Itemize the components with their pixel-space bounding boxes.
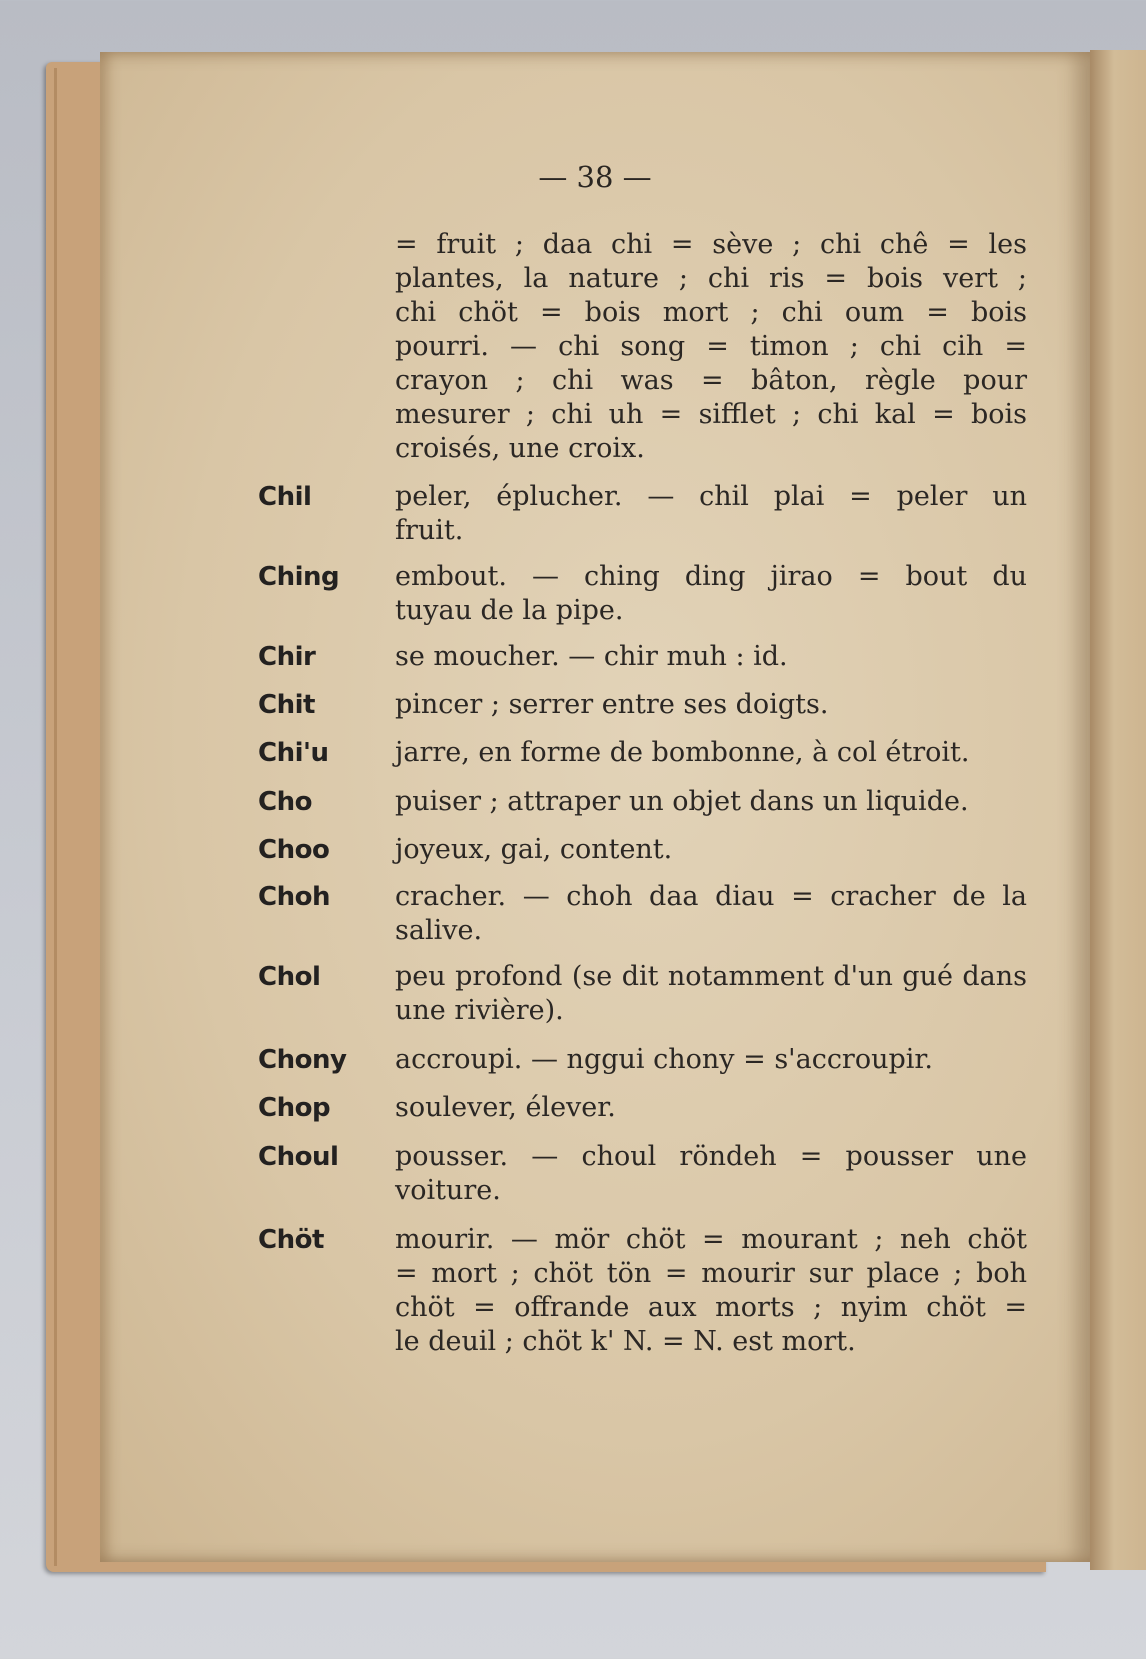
definition-line: peler, éplucher. — chil plai = peler un [395, 481, 1027, 512]
definition-line: mourir. — mör chöt = mourant ; neh chöt [395, 1224, 1027, 1255]
definition [395, 1140, 1027, 1208]
definition [395, 736, 1027, 770]
definition-line: peu profond (se dit notamment d'un gué dans [395, 961, 1027, 992]
definition-line: crayon ; chi was = bâton, règle pour [395, 365, 1027, 396]
headword: Chir [258, 642, 316, 672]
definition-line: jarre, en forme de bombonne, à col étroit. [395, 737, 970, 768]
definition-line: accroupi. — nggui chony = s'accroupir. [395, 1044, 933, 1075]
definition-line: joyeux, gai, content. [395, 834, 673, 865]
definition [395, 1091, 1027, 1125]
headword: Chol [258, 962, 321, 992]
definition-line: chöt = offrande aux morts ; nyim chöt = [395, 1292, 1027, 1323]
definition-line: tuyau de la pipe. [395, 595, 624, 626]
definition [395, 640, 1027, 674]
definition-line: = fruit ; daa chi = sève ; chi chê = les [395, 229, 1027, 260]
definition-line: = mort ; chöt tön = mourir sur place ; boh [395, 1258, 1027, 1289]
definition [395, 833, 1027, 867]
definition-line: soulever, élever. [395, 1092, 616, 1123]
headword: Chi'u [258, 738, 329, 768]
definition-line: cracher. — choh daa diau = cracher de la [395, 881, 1027, 912]
definition [395, 228, 1027, 466]
definition [395, 880, 1027, 948]
page-number: — 38 — [538, 160, 652, 194]
headword: Choo [258, 835, 330, 865]
definition-line: se moucher. — chir muh : id. [395, 641, 788, 672]
definition-line: pousser. — choul röndeh = pousser une [395, 1141, 1027, 1172]
definition [395, 960, 1027, 1028]
headword: Chony [258, 1045, 347, 1075]
headword: Chit [258, 690, 315, 720]
definition-line: une rivière). [395, 995, 564, 1026]
headword: Ching [258, 562, 340, 592]
definition [395, 560, 1027, 628]
definition-line: pourri. — chi song = timon ; chi cih = [395, 331, 1027, 362]
definition-line: mesurer ; chi uh = sifflet ; chi kal = bois [395, 399, 1027, 430]
definition-line: voiture. [395, 1175, 501, 1206]
definition-line: le deuil ; chöt k' N. = N. est mort. [395, 1326, 856, 1357]
definition-line: fruit. [395, 515, 464, 546]
definition-line: salive. [395, 915, 483, 946]
headword: Chil [258, 482, 312, 512]
definition [395, 480, 1027, 548]
definition [395, 1223, 1027, 1359]
headword: Choh [258, 882, 330, 912]
definition-line: pincer ; serrer entre ses doigts. [395, 689, 829, 720]
definition-line: puiser ; attraper un objet dans un liquide. [395, 786, 969, 817]
definition [395, 688, 1027, 722]
headword: Chop [258, 1093, 331, 1123]
definition-line: embout. — ching ding jirao = bout du [395, 561, 1027, 592]
headword: Chöt [258, 1225, 324, 1255]
definition [395, 1043, 1027, 1077]
definition-line: croisés, une croix. [395, 433, 645, 464]
definition-line: plantes, la nature ; chi ris = bois vert ; [395, 263, 1027, 294]
headword: Cho [258, 787, 312, 817]
definition-line: chi chöt = bois mort ; chi oum = bois [395, 297, 1027, 328]
headword: Choul [258, 1142, 339, 1172]
facing-page-edge [1090, 50, 1146, 1570]
definition [395, 785, 1027, 819]
